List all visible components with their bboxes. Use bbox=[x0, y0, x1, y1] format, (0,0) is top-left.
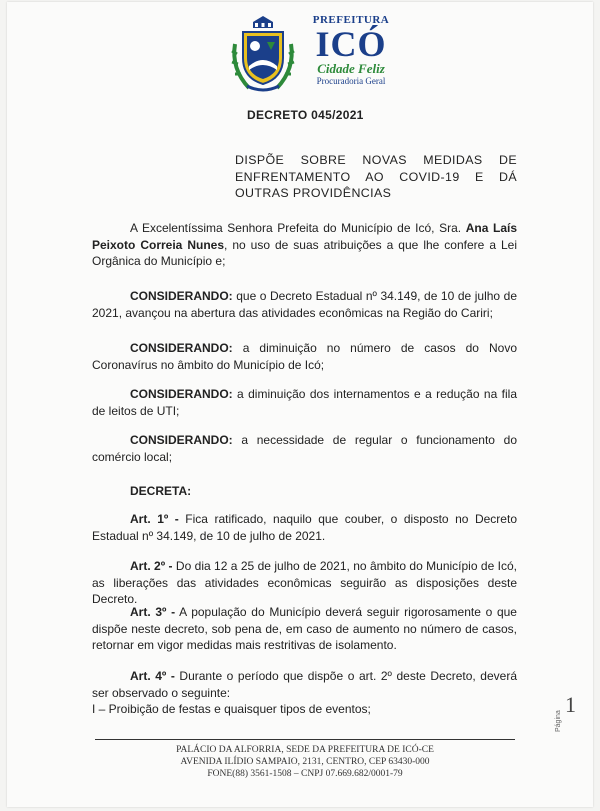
article-text: Fica ratificado, naquilo que couber, o disposto no Decreto Estadual nº 34.149, de 10 de julho de 2021. bbox=[92, 512, 517, 543]
article-paragraph bbox=[92, 558, 517, 608]
considerando-paragraph bbox=[92, 288, 517, 321]
page-number-value: 1 bbox=[565, 692, 576, 717]
considerando-text: que o Decreto Estadual nº 34.149, de 10 de julho de 2021, avançou na abertura das atividades econômicas na Região do Cariri; bbox=[92, 289, 517, 320]
considerando-paragraph bbox=[92, 386, 517, 419]
footer bbox=[95, 744, 515, 780]
article-text: Durante o período que dispõe o art. 2º deste Decreto, deverá ser observado o seguinte: bbox=[92, 669, 517, 700]
article-paragraph bbox=[92, 668, 517, 701]
intro-paragraph bbox=[92, 220, 517, 270]
intro-after: , no uso de suas atribuições a que lhe confere a Lei Orgânica do Município e; bbox=[92, 237, 517, 268]
brand-text bbox=[301, 14, 401, 86]
article-label: Art. 2º - bbox=[130, 559, 173, 573]
city-slogan: Cidade Feliz bbox=[317, 61, 385, 76]
considerando-label: CONSIDERANDO: bbox=[130, 289, 233, 303]
page-label: Página bbox=[555, 710, 562, 732]
article-text: A população do Município deverá seguir rigorosamente o que dispõe neste decreto, sob pena de, em caso de aumento no número de casos, retornar em vigor medidas mais restritivas de isolamento. bbox=[92, 605, 517, 652]
article-label: Art. 3º - bbox=[130, 605, 176, 619]
footer-divider bbox=[95, 739, 515, 740]
article-text: Do dia 12 a 25 de julho de 2021, no âmbito do Município de Icó, as liberações das atividades econômicas seguirão as disposições deste Decreto. bbox=[92, 559, 517, 606]
considerando-paragraph bbox=[92, 340, 517, 373]
decreta-heading: DECRETA: bbox=[130, 484, 192, 498]
considerando-text: a necessidade de regular o funcionamento do comércio local; bbox=[92, 433, 517, 464]
considerando-label: CONSIDERANDO: bbox=[130, 387, 233, 401]
article-paragraph bbox=[92, 604, 517, 654]
document-page bbox=[7, 2, 593, 807]
city-name: ICÓ bbox=[315, 24, 387, 64]
prefeitura-label: PREFEITURA bbox=[312, 14, 390, 26]
city-crest-icon bbox=[227, 14, 299, 94]
considerando-label: CONSIDERANDO: bbox=[130, 341, 233, 355]
article-label: Art. 4º - bbox=[130, 669, 175, 683]
article-paragraph bbox=[92, 511, 517, 544]
article-item: I – Proibição de festas e quaisquer tipos de eventos; bbox=[92, 702, 371, 716]
considerando-label: CONSIDERANDO: bbox=[130, 433, 233, 447]
department-name: Procuradoria Geral bbox=[316, 76, 386, 86]
mayor-name: Ana Laís Peixoto Correia Nunes bbox=[92, 221, 517, 252]
considerando-paragraph bbox=[92, 432, 517, 465]
prefeitura-logo bbox=[227, 14, 397, 96]
article-label: Art. 1º - bbox=[130, 512, 179, 526]
considerando-text: a diminuição dos internamentos e a redução na fila de leitos de UTI; bbox=[92, 387, 517, 418]
page-number bbox=[555, 692, 591, 732]
footer-address-line-1: PALÁCIO DA ALFORRIA, SEDE DA PREFEITURA DE ICÓ-CE bbox=[176, 745, 434, 755]
intro-before: A Excelentíssima Senhora Prefeita do Município de Icó, Sra. bbox=[130, 221, 466, 235]
considerando-text: a diminuição no número de casos do Novo Coronavírus no âmbito do Município de Icó; bbox=[92, 341, 517, 372]
footer-address-line-2: AVENIDA ILÍDIO SAMPAIO, 2131, CENTRO, CEP 63430-000 bbox=[180, 757, 430, 767]
decree-summary: DISPÕE SOBRE NOVAS MEDIDAS DE ENFRENTAMENTO AO COVID-19 E DÁ OUTRAS PROVIDÊNCIAS bbox=[235, 153, 517, 200]
footer-contact-line: FONE(88) 3561-1508 – CNPJ 07.669.682/0001-79 bbox=[207, 769, 403, 779]
decree-number: DECRETO 045/2021 bbox=[247, 108, 364, 122]
